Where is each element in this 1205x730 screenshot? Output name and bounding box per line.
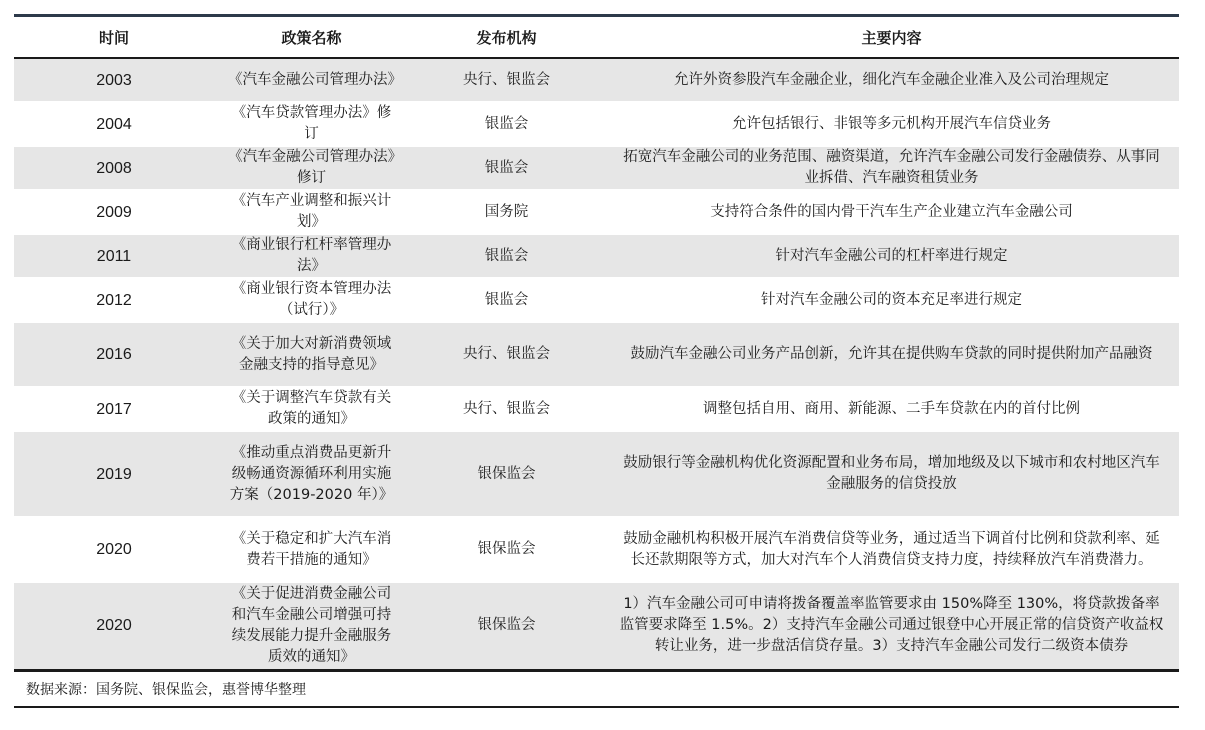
- issuer-cell: 银监会: [409, 234, 604, 278]
- content-cell: 鼓励金融机构积极开展汽车消费信贷等业务，通过适当下调首付比例和贷款利率、延长还款期限等方式，加大对汽车个人消费信贷支持力度，持续释放汽车消费潜力。: [604, 517, 1179, 582]
- issuer-cell: 国务院: [409, 190, 604, 234]
- policy-name-cell: 《关于加大对新消费领域金融支持的指导意见》: [214, 322, 409, 387]
- year-cell: 2008: [14, 146, 214, 190]
- header-issuer: 发布机构: [409, 17, 604, 58]
- year-cell: 2004: [14, 102, 214, 146]
- policy-name-cell: 《关于促进消费金融公司和汽车金融公司增强可持续发展能力提升金融服务质效的通知》: [214, 582, 409, 670]
- content-cell: 调整包括自用、商用、新能源、二手车贷款在内的首付比例: [604, 387, 1179, 431]
- content-cell: 允许包括银行、非银等多元机构开展汽车信贷业务: [604, 102, 1179, 146]
- policy-name-cell: 《汽车金融公司管理办法》修订: [214, 146, 409, 190]
- content-cell: 拓宽汽车金融公司的业务范围、融资渠道，允许汽车金融公司发行金融债券、从事同业拆借、汽车融资租赁业务: [604, 146, 1179, 190]
- year-cell: 2017: [14, 387, 214, 431]
- table-row: [14, 190, 1179, 234]
- policy-name-cell: 《关于稳定和扩大汽车消费若干措施的通知》: [214, 517, 409, 582]
- content-cell: 1）汽车金融公司可申请将拨备覆盖率监管要求由 150%降至 130%，将贷款拨备率监管要求降至 1.5%。2）支持汽车金融公司通过银登中心开展正常的信贷资产收益权转让业务，进一步盘活信贷存量。3）支持汽车金融公司发行二级资本债券: [604, 582, 1179, 670]
- policy-name-cell: 《推动重点消费品更新升级畅通资源循环利用实施方案（2019-2020 年）》: [214, 431, 409, 517]
- content-cell: 鼓励银行等金融机构优化资源配置和业务布局，增加地级及以下城市和农村地区汽车金融服务的信贷投放: [604, 431, 1179, 517]
- year-cell: 2016: [14, 322, 214, 387]
- table-bottom-rule: [14, 706, 1179, 708]
- table-row: [14, 322, 1179, 387]
- issuer-cell: 银保监会: [409, 431, 604, 517]
- issuer-cell: 央行、银监会: [409, 387, 604, 431]
- source-note: 数据来源：国务院、银保监会，惠誉博华整理: [26, 682, 306, 698]
- content-cell: 针对汽车金融公司的资本充足率进行规定: [604, 278, 1179, 322]
- year-cell: 2020: [14, 582, 214, 670]
- table-row: [14, 582, 1179, 670]
- content-cell: 鼓励汽车金融公司业务产品创新，允许其在提供购车贷款的同时提供附加产品融资: [604, 322, 1179, 387]
- issuer-cell: 央行、银监会: [409, 58, 604, 102]
- year-cell: 2020: [14, 517, 214, 582]
- issuer-cell: 银保监会: [409, 517, 604, 582]
- table-row: [14, 234, 1179, 278]
- header-row: [14, 17, 1179, 58]
- table-row: [14, 431, 1179, 517]
- issuer-cell: 银保监会: [409, 582, 604, 670]
- content-cell: 针对汽车金融公司的杠杆率进行规定: [604, 234, 1179, 278]
- header-content: 主要内容: [604, 17, 1179, 58]
- table-row: [14, 517, 1179, 582]
- policy-name-cell: 《商业银行资本管理办法（试行）》: [214, 278, 409, 322]
- issuer-cell: 银监会: [409, 146, 604, 190]
- table-body: [14, 58, 1179, 670]
- policy-table: [14, 17, 1179, 672]
- table-row: [14, 387, 1179, 431]
- year-cell: 2009: [14, 190, 214, 234]
- year-cell: 2012: [14, 278, 214, 322]
- table-row: [14, 146, 1179, 190]
- year-cell: 2011: [14, 234, 214, 278]
- year-cell: 2003: [14, 58, 214, 102]
- policy-name-cell: 《汽车贷款管理办法》修订: [214, 102, 409, 146]
- policy-name-cell: 《关于调整汽车贷款有关政策的通知》: [214, 387, 409, 431]
- policy-name-cell: 《汽车金融公司管理办法》: [214, 58, 409, 102]
- issuer-cell: 央行、银监会: [409, 322, 604, 387]
- issuer-cell: 银监会: [409, 278, 604, 322]
- table-header: [14, 17, 1179, 58]
- policy-name-cell: 《商业银行杠杆率管理办法》: [214, 234, 409, 278]
- policy-name-cell: 《汽车产业调整和振兴计划》: [214, 190, 409, 234]
- table-row: [14, 58, 1179, 102]
- header-year: 时间: [14, 17, 214, 58]
- content-cell: 允许外资参股汽车金融企业，细化汽车金融企业准入及公司治理规定: [604, 58, 1179, 102]
- table-row: [14, 278, 1179, 322]
- issuer-cell: 银监会: [409, 102, 604, 146]
- table-row: [14, 102, 1179, 146]
- year-cell: 2019: [14, 431, 214, 517]
- header-policy-name: 政策名称: [214, 17, 409, 58]
- content-cell: 支持符合条件的国内骨干汽车生产企业建立汽车金融公司: [604, 190, 1179, 234]
